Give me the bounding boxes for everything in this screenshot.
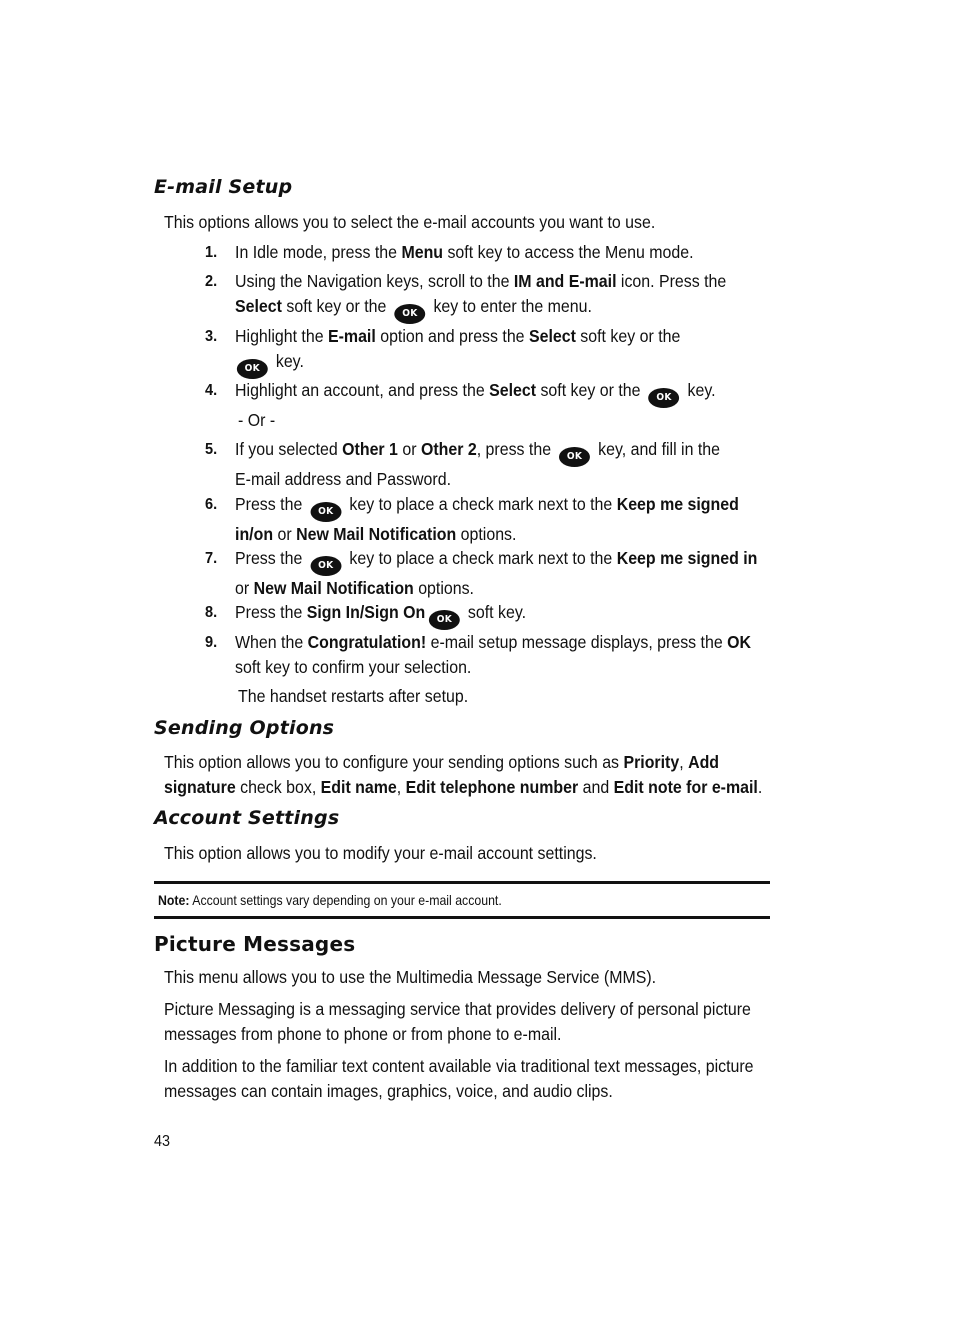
picture-messages-para-1: This menu allows you to use the Multimedia Message Service (MMS). xyxy=(164,967,657,987)
ok-key-icon: OK xyxy=(429,610,460,630)
step-6: 6. Press the OK key to place a check mark next to the Keep me signed in/on or New Mail Notification options. xyxy=(205,494,739,544)
page-number: 43 xyxy=(154,1133,171,1150)
ok-key-icon: OK xyxy=(237,359,268,379)
or-separator: - Or - xyxy=(238,410,276,430)
ok-key-icon: OK xyxy=(394,304,425,324)
restart-note: The handset restarts after setup. xyxy=(238,686,469,706)
step-1: 1. In Idle mode, press the Menu soft key to access the Menu mode. xyxy=(205,242,694,262)
note-text: Note: Account settings vary depending on your e-mail account. xyxy=(158,892,502,908)
ok-key-icon: OK xyxy=(310,556,341,576)
sending-options-text: This option allows you to configure your sending options such as Priority, Add signature check box, Edit name, Edit telephone number and Edit note for e-mail. xyxy=(164,752,763,797)
note-bottom-rule xyxy=(154,916,770,919)
section-heading-sending-options: Sending Options xyxy=(154,717,335,739)
section-heading-account-settings: Account Settings xyxy=(154,807,340,829)
section-heading-picture-messages: Picture Messages xyxy=(154,932,356,956)
picture-messages-para-2: Picture Messaging is a messaging service that provides delivery of personal picture messages from phone to phone or from phone to e-mail. xyxy=(164,999,751,1044)
step-5: 5. If you selected Other 1 or Other 2, press the OK key, and fill in the E-mail address and Password. xyxy=(205,439,721,489)
step-4: 4. Highlight an account, and press the Select soft key or the OK key. xyxy=(205,378,769,408)
account-settings-text: This option allows you to modify your e-mail account settings. xyxy=(164,843,597,863)
section-heading-email-setup: E-mail Setup xyxy=(154,176,293,198)
ok-key-icon: OK xyxy=(310,502,341,522)
step-8: 8. Press the Sign In/Sign On OK soft key. xyxy=(205,600,769,630)
note-top-rule xyxy=(154,881,770,884)
step-7: 7. Press the OK key to place a check mark next to the Keep me signed in or New Mail Notification options. xyxy=(205,548,758,598)
step-3: 3. Highlight the E-mail option and press the Select soft key or the OK key. xyxy=(205,324,769,379)
ok-key-icon: OK xyxy=(559,447,590,467)
picture-messages-para-3: In addition to the familiar text content available via traditional text messages, picture messages can contain images, graphics, voice, and audio clips. xyxy=(164,1056,754,1101)
step-9: 9. When the Congratulation! e-mail setup message displays, press the OK soft key to confirm your selection. xyxy=(205,632,752,677)
ok-key-icon: OK xyxy=(649,388,680,408)
email-setup-intro: This options allows you to select the e-mail accounts you want to use. xyxy=(164,212,656,232)
step-2: 2. Using the Navigation keys, scroll to the IM and E-mail icon. Press the Select soft key or the OK key to enter the menu. xyxy=(205,269,769,324)
